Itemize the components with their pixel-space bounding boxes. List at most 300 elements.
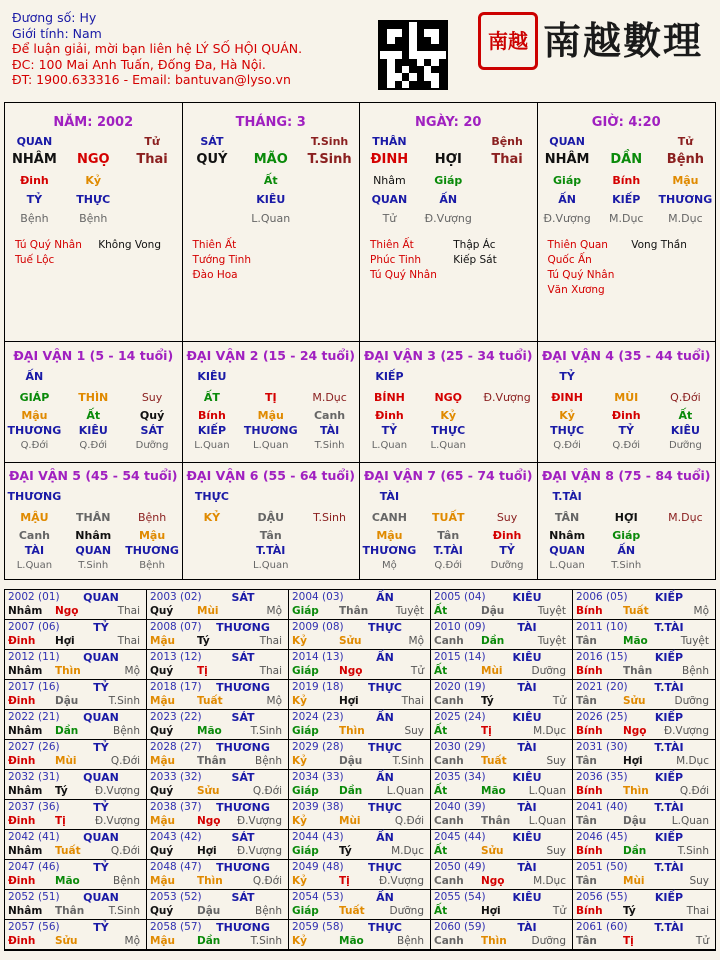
pillar-row-r1 bbox=[183, 173, 360, 188]
ten-god: SÁT bbox=[140, 424, 164, 437]
year-chi: Tý bbox=[339, 845, 352, 857]
hidden-stem: Đinh bbox=[375, 409, 404, 422]
info-gender: Giới tính: Nam bbox=[12, 25, 102, 41]
pillar-cell: Bệnh bbox=[79, 212, 108, 225]
hidden-stem: Tân bbox=[259, 529, 282, 542]
year-cell bbox=[147, 650, 289, 680]
year-cell bbox=[573, 860, 715, 890]
year-chi: Mùi bbox=[55, 755, 77, 767]
year-stage: Suy bbox=[546, 755, 566, 767]
year-label: 2016 (15) bbox=[576, 651, 628, 663]
year-cell bbox=[289, 890, 431, 920]
year-can: Quý bbox=[150, 605, 174, 617]
year-cell bbox=[431, 920, 573, 950]
year-chi: Tị bbox=[197, 665, 208, 677]
year-label: 2034 (33) bbox=[292, 771, 344, 783]
year-can: Giáp bbox=[292, 605, 319, 617]
year-chi: Hợi bbox=[55, 635, 75, 647]
life-stage: Q.Đới bbox=[79, 440, 108, 451]
year-chi: Thân bbox=[55, 905, 85, 917]
pillar-cell: M.Dục bbox=[668, 212, 703, 225]
year-chi: Tuất bbox=[197, 695, 223, 707]
pillar-row-top bbox=[183, 134, 360, 149]
year-star: TÀI bbox=[517, 681, 537, 694]
dai-van-can: MẬU bbox=[20, 511, 49, 524]
life-stage: L.Quan bbox=[194, 440, 230, 451]
dai-van-ts: T.Sinh bbox=[313, 511, 347, 524]
year-star: ẤN bbox=[376, 591, 394, 604]
year-label: 2043 (42) bbox=[150, 831, 202, 843]
dai-van-star: TÀI bbox=[379, 490, 400, 503]
pillar-cell: QUAN bbox=[16, 135, 53, 148]
year-chi: Sửu bbox=[623, 695, 646, 707]
year-can: Đinh bbox=[8, 755, 36, 767]
spacer bbox=[241, 369, 300, 384]
contact-line-1: Để luận giải, mời bạn liên hệ LÝ SỐ HỘI QUÁN. bbox=[12, 41, 303, 56]
spacer bbox=[64, 369, 123, 384]
year-star: KIÊU bbox=[512, 711, 542, 724]
year-star: TỶ bbox=[93, 741, 109, 754]
year-can: Quý bbox=[150, 725, 174, 737]
year-cell bbox=[289, 920, 431, 950]
pillar-cell bbox=[478, 192, 537, 207]
life-stage: Bệnh bbox=[139, 560, 165, 571]
year-star: TÀI bbox=[517, 741, 537, 754]
pillar-column bbox=[360, 103, 538, 341]
dai-van-main bbox=[538, 508, 716, 528]
year-can: Kỷ bbox=[292, 635, 307, 647]
ten-god bbox=[656, 543, 715, 558]
life-stage: T.Sinh bbox=[611, 560, 642, 571]
year-can: Bính bbox=[576, 905, 603, 917]
dai-van-can: ĐINH bbox=[551, 391, 583, 404]
dai-van-star: TỶ bbox=[559, 370, 575, 383]
year-chi: Tuất bbox=[481, 755, 507, 767]
year-star: KIÊU bbox=[512, 831, 542, 844]
pillar-cell: THỰC bbox=[76, 193, 111, 206]
year-can: Ất bbox=[434, 725, 448, 737]
ten-god: KIÊU bbox=[78, 424, 108, 437]
year-star: TÀI bbox=[517, 921, 537, 934]
year-stage: Dưỡng bbox=[531, 935, 566, 947]
pillar-cell: Tử bbox=[677, 135, 694, 148]
pillar-cell: Bệnh bbox=[666, 152, 705, 167]
hidden-stem: Mậu bbox=[257, 409, 284, 422]
year-chi: Dậu bbox=[197, 905, 221, 917]
pillar-row-r3 bbox=[538, 211, 716, 226]
year-star: THỰC bbox=[368, 861, 402, 874]
year-star: KIẾP bbox=[654, 651, 684, 664]
year-stage: M.Dục bbox=[676, 755, 709, 767]
pillar-cell: Thai bbox=[136, 152, 168, 167]
hidden-stem: Nhâm bbox=[549, 529, 586, 542]
year-stage: Bệnh bbox=[113, 725, 140, 737]
year-star: T.TÀI bbox=[654, 921, 684, 934]
year-label: 2061 (60) bbox=[576, 921, 628, 933]
hidden-stem: Canh bbox=[313, 409, 346, 422]
year-can: Quý bbox=[150, 845, 174, 857]
year-chi: Mùi bbox=[339, 815, 361, 827]
year-cell bbox=[573, 620, 715, 650]
year-stage: T.Sinh bbox=[108, 905, 140, 917]
ten-god: TỶ bbox=[499, 544, 515, 557]
god-item: Thập Ác bbox=[453, 239, 496, 251]
year-can: Nhâm bbox=[8, 605, 43, 617]
year-stage: Bệnh bbox=[682, 665, 709, 677]
year-label: 2044 (43) bbox=[292, 831, 344, 843]
year-star: T.TÀI bbox=[654, 681, 684, 694]
year-chi: Sửu bbox=[197, 785, 220, 797]
dai-van-ts-row bbox=[5, 438, 182, 453]
year-chi: Tị bbox=[481, 725, 492, 737]
year-star: THƯƠNG bbox=[216, 681, 270, 694]
year-can: Bính bbox=[576, 605, 603, 617]
year-stage: Mộ bbox=[124, 665, 140, 677]
year-star: KIÊU bbox=[512, 771, 542, 784]
dai-van-hidden bbox=[5, 408, 182, 423]
year-cell bbox=[147, 860, 289, 890]
life-stage: Q.Đới bbox=[20, 440, 49, 451]
year-cell bbox=[431, 830, 573, 860]
dai-van-title: ĐẠI VẬN 8 (75 - 84 tuổi) bbox=[541, 468, 711, 483]
year-star: KIẾP bbox=[654, 711, 684, 724]
dai-van-hidden bbox=[5, 528, 182, 543]
year-label: 2052 (51) bbox=[8, 891, 60, 903]
year-chi: Sửu bbox=[339, 635, 362, 647]
life-stage: L.Quan bbox=[16, 560, 53, 571]
pillar-cell: L.Quan bbox=[251, 212, 291, 225]
year-chi: Dậu bbox=[623, 815, 647, 827]
dai-van-stars bbox=[183, 543, 360, 558]
dai-van-ts-row bbox=[183, 438, 360, 453]
year-stage: L.Quan bbox=[528, 815, 566, 827]
spacer bbox=[300, 369, 359, 384]
year-chi: Tị bbox=[623, 935, 634, 947]
year-star: KIÊU bbox=[512, 591, 542, 604]
year-cell bbox=[5, 620, 147, 650]
year-cell bbox=[573, 800, 715, 830]
year-cell bbox=[5, 710, 147, 740]
year-stage: L.Quan bbox=[528, 785, 566, 797]
ten-god: THỰC bbox=[431, 424, 466, 437]
year-label: 2060 (59) bbox=[434, 921, 486, 933]
year-cell bbox=[5, 830, 147, 860]
hidden-stem bbox=[183, 528, 242, 543]
year-label: 2003 (02) bbox=[150, 591, 202, 603]
year-cell bbox=[431, 590, 573, 620]
year-label: 2020 (19) bbox=[434, 681, 486, 693]
year-label: 2018 (17) bbox=[150, 681, 202, 693]
year-cell bbox=[147, 920, 289, 950]
pillar-cell bbox=[300, 211, 359, 226]
year-stage: Đ.Vượng bbox=[663, 725, 709, 737]
god-item: Tướng Tinh bbox=[192, 254, 251, 266]
year-cell bbox=[5, 590, 147, 620]
spacer bbox=[123, 369, 182, 384]
year-stage: Bệnh bbox=[397, 935, 424, 947]
year-star: TÀI bbox=[517, 861, 537, 874]
brand-logo: 南越數理 bbox=[543, 18, 704, 63]
pillar-cell: Nhâm bbox=[373, 174, 406, 187]
dai-van-title: ĐẠI VẬN 2 (15 - 24 tuổi) bbox=[186, 348, 356, 363]
year-star: ẤN bbox=[376, 771, 394, 784]
pillar-gods bbox=[193, 238, 360, 283]
dai-van-cell bbox=[538, 462, 716, 579]
year-cell bbox=[289, 620, 431, 650]
year-chi: Thìn bbox=[339, 725, 365, 737]
dai-van-cell bbox=[360, 462, 538, 579]
dai-van-star-row bbox=[538, 369, 716, 384]
spacer bbox=[300, 489, 359, 504]
pillar-cell: Bính bbox=[612, 174, 641, 187]
year-stage: Mộ bbox=[124, 935, 140, 947]
year-can: Quý bbox=[150, 785, 174, 797]
pillar-gods bbox=[370, 238, 537, 283]
year-stage: Tuyệt bbox=[537, 635, 566, 647]
year-cell bbox=[573, 590, 715, 620]
year-stage: L.Quan bbox=[386, 785, 424, 797]
ten-god bbox=[478, 423, 537, 438]
year-label: 2050 (49) bbox=[434, 861, 486, 873]
dai-van-star-row bbox=[5, 369, 182, 384]
year-star: TỶ bbox=[93, 861, 109, 874]
life-stage: Dưỡng bbox=[490, 560, 524, 571]
dai-van-star: THỰC bbox=[194, 490, 229, 503]
dai-van-hidden bbox=[360, 528, 537, 543]
pillar-cell bbox=[183, 192, 242, 207]
year-cell bbox=[289, 800, 431, 830]
year-label: 2025 (24) bbox=[434, 711, 486, 723]
year-stage: Thai bbox=[401, 695, 424, 707]
ten-god: TỶ bbox=[618, 424, 634, 437]
life-stage bbox=[300, 558, 359, 573]
year-can: Canh bbox=[434, 755, 464, 767]
year-cell bbox=[5, 680, 147, 710]
hidden-stem: Giáp bbox=[612, 529, 641, 542]
pillar-cell bbox=[64, 134, 123, 149]
year-cell bbox=[289, 830, 431, 860]
dai-van-star: ẤN bbox=[25, 370, 44, 383]
god-item: Thiên Quan bbox=[547, 239, 608, 251]
god-item bbox=[453, 268, 536, 283]
year-cell bbox=[573, 890, 715, 920]
year-star: T.TÀI bbox=[654, 861, 684, 874]
pillar-cell: ẤN bbox=[439, 193, 458, 206]
year-chi: Sửu bbox=[481, 845, 504, 857]
year-star: THƯƠNG bbox=[216, 861, 270, 874]
dai-van-row-2 bbox=[4, 462, 716, 580]
pillar-column bbox=[5, 103, 183, 341]
year-cell bbox=[573, 650, 715, 680]
year-star: QUAN bbox=[83, 891, 119, 904]
year-stage: Q.Đới bbox=[252, 875, 282, 887]
year-can: Quý bbox=[150, 665, 174, 677]
god-item: Văn Xương bbox=[547, 284, 605, 296]
year-can: Mậu bbox=[150, 935, 176, 947]
ten-god: THƯƠNG bbox=[7, 424, 62, 437]
year-label: 2015 (14) bbox=[434, 651, 486, 663]
pillar-row-r2 bbox=[360, 192, 537, 207]
god-item: Quốc Ấn bbox=[547, 254, 592, 266]
pillar-row-r3 bbox=[5, 211, 182, 226]
year-chi: Ngọ bbox=[197, 815, 221, 827]
year-chi: Dần bbox=[481, 635, 505, 647]
dai-van-hidden bbox=[183, 528, 360, 543]
god-item: Đào Hoa bbox=[192, 269, 238, 281]
dai-van-main bbox=[360, 388, 537, 408]
god-item bbox=[276, 238, 359, 253]
dai-van-ts-row bbox=[360, 558, 537, 573]
dai-van-can: ẤT bbox=[203, 391, 220, 404]
pillar-row-r3 bbox=[183, 211, 360, 226]
year-label: 2054 (53) bbox=[292, 891, 344, 903]
spacer bbox=[656, 489, 715, 504]
hidden-stem bbox=[478, 408, 537, 423]
pillar-cell: ẤN bbox=[558, 193, 576, 206]
year-star: SÁT bbox=[231, 891, 255, 904]
year-chi: Dậu bbox=[481, 605, 505, 617]
dai-van-cell bbox=[360, 342, 538, 462]
year-can: Bính bbox=[576, 725, 603, 737]
ten-god: ẤN bbox=[617, 544, 636, 557]
year-can: Canh bbox=[434, 875, 464, 887]
year-chi: Dậu bbox=[339, 755, 363, 767]
life-stage: Q.Đới bbox=[434, 560, 463, 571]
dai-van-main bbox=[538, 388, 716, 408]
pillar-cell bbox=[300, 192, 359, 207]
year-label: 2026 (25) bbox=[576, 711, 628, 723]
year-can: Nhâm bbox=[8, 905, 43, 917]
year-label: 2031 (30) bbox=[576, 741, 628, 753]
year-label: 2022 (21) bbox=[8, 711, 60, 723]
god-item bbox=[276, 268, 359, 283]
pillar-cell bbox=[183, 173, 242, 188]
spacer bbox=[64, 489, 123, 504]
year-star: THƯƠNG bbox=[216, 621, 270, 634]
year-chi: Tý bbox=[55, 785, 68, 797]
qr-code-icon[interactable] bbox=[378, 20, 448, 90]
spacer bbox=[597, 369, 656, 384]
year-can: Kỷ bbox=[292, 875, 307, 887]
pillar-cell: KIẾP bbox=[612, 193, 641, 206]
ten-god: THỰC bbox=[550, 424, 585, 437]
god-item: Kiếp Sát bbox=[453, 254, 497, 266]
year-star: SÁT bbox=[231, 591, 255, 604]
year-cell bbox=[431, 890, 573, 920]
hidden-stem: Ất bbox=[86, 409, 101, 422]
year-can: Ất bbox=[434, 785, 448, 797]
year-label: 2041 (40) bbox=[576, 801, 628, 813]
hidden-stem: Đinh bbox=[611, 409, 641, 422]
god-item: Tú Quý Nhân bbox=[547, 269, 615, 281]
dai-van-star-row bbox=[538, 489, 716, 504]
year-cell bbox=[431, 710, 573, 740]
year-cell bbox=[289, 590, 431, 620]
year-can: Nhâm bbox=[8, 845, 43, 857]
dai-van-main bbox=[5, 508, 182, 528]
year-chi: Mùi bbox=[481, 665, 503, 677]
life-stage: T.Sinh bbox=[78, 560, 109, 571]
year-cell bbox=[5, 890, 147, 920]
ten-god: KIÊU bbox=[670, 424, 700, 437]
hidden-stem: Tân bbox=[437, 529, 460, 542]
dai-van-star: THƯƠNG bbox=[7, 490, 62, 503]
dai-van-stars bbox=[538, 543, 716, 558]
ten-god: QUAN bbox=[75, 544, 112, 557]
year-can: Ất bbox=[434, 605, 448, 617]
year-stage: Mộ bbox=[266, 695, 282, 707]
year-stage: Bệnh bbox=[113, 875, 140, 887]
year-stage: Dưỡng bbox=[531, 665, 566, 677]
dai-van-chi: NGỌ bbox=[434, 391, 463, 404]
contact-line-3: ĐT: 1900.633316 - Email: bantuvan@lyso.vn bbox=[12, 72, 291, 87]
dai-van-can: CANH bbox=[371, 511, 407, 524]
year-star: KIẾP bbox=[654, 891, 684, 904]
year-star: QUAN bbox=[83, 771, 119, 784]
hidden-stem: Nhâm bbox=[75, 529, 112, 542]
pillar-row-main bbox=[5, 151, 182, 169]
year-cell bbox=[289, 710, 431, 740]
year-can: Tân bbox=[576, 635, 597, 647]
life-stage bbox=[183, 558, 242, 573]
year-label: 2030 (29) bbox=[434, 741, 486, 753]
year-can: Mậu bbox=[150, 875, 176, 887]
pillar-row-main bbox=[360, 151, 537, 169]
dai-van-main bbox=[360, 508, 537, 528]
year-chi: Thân bbox=[339, 605, 369, 617]
year-cell bbox=[289, 770, 431, 800]
pillar-cell: HỢI bbox=[434, 152, 462, 167]
year-label: 2023 (22) bbox=[150, 711, 202, 723]
dai-van-chi: TỊ bbox=[264, 391, 277, 404]
year-chi: Tị bbox=[339, 875, 350, 887]
year-chi: Thân bbox=[197, 755, 227, 767]
spacer bbox=[123, 489, 182, 504]
year-stage: T.Sinh bbox=[392, 755, 424, 767]
year-stage: Thai bbox=[117, 635, 140, 647]
year-chi: Dần bbox=[339, 785, 363, 797]
pillar-cell bbox=[300, 173, 359, 188]
year-label: 2004 (03) bbox=[292, 591, 344, 603]
dai-van-stars bbox=[360, 423, 537, 438]
year-can: Tân bbox=[576, 935, 597, 947]
year-label: 2017 (16) bbox=[8, 681, 60, 693]
dai-van-cell bbox=[538, 342, 716, 462]
pillar-cell: Giáp bbox=[434, 174, 463, 187]
ten-god: TÀI bbox=[319, 424, 340, 437]
year-star: TỶ bbox=[93, 801, 109, 814]
god-item: Thiên Ất bbox=[192, 239, 237, 251]
year-stage: Đ.Vượng bbox=[94, 815, 140, 827]
pillar-gods bbox=[548, 238, 716, 298]
year-chi: Mùi bbox=[197, 605, 219, 617]
pillar-row-r1 bbox=[538, 173, 716, 188]
dai-van-hidden bbox=[538, 408, 716, 423]
year-chi: Dậu bbox=[55, 695, 79, 707]
year-stage: M.Dục bbox=[533, 875, 566, 887]
year-stage: Suy bbox=[404, 725, 424, 737]
year-chi: Mão bbox=[623, 635, 648, 647]
pillar-cell: NGỌ bbox=[76, 152, 110, 167]
year-cell bbox=[147, 710, 289, 740]
dai-van-stars bbox=[5, 543, 182, 558]
life-stage: T.Sinh bbox=[314, 440, 345, 451]
year-cell bbox=[431, 800, 573, 830]
year-can: Đinh bbox=[8, 635, 36, 647]
year-label: 2035 (34) bbox=[434, 771, 486, 783]
year-star: THỰC bbox=[368, 801, 402, 814]
year-cell bbox=[289, 740, 431, 770]
